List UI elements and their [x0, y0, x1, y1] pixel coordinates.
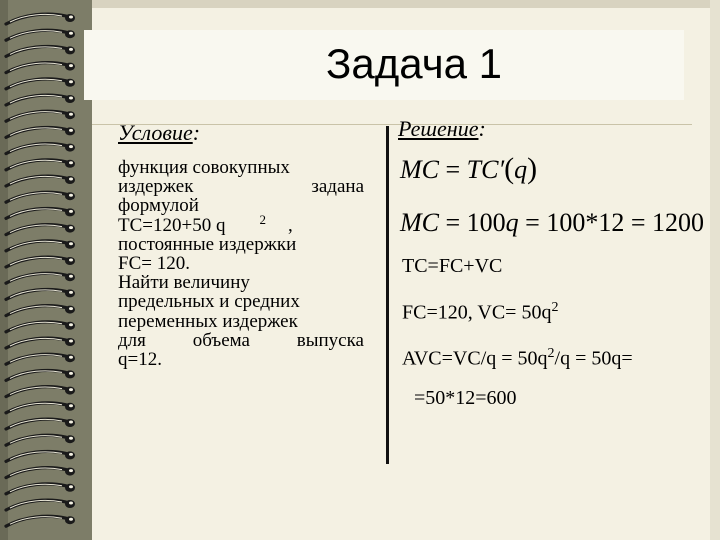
spiral-ring-icon — [6, 192, 75, 202]
formula-var: q — [505, 208, 519, 237]
divider-vertical — [386, 126, 389, 464]
solution-line-tc: TC=FC+VC — [402, 255, 503, 277]
spiral-ring-icon — [6, 484, 75, 494]
formula-mc-value — [400, 208, 704, 238]
condition-word: для — [118, 329, 146, 351]
spiral-ring-icon — [6, 225, 75, 235]
tc-exponent: 2 — [259, 211, 266, 227]
solution-heading — [398, 116, 486, 142]
condition-word: издержек — [118, 176, 194, 198]
solution-exponent: 2 — [547, 346, 555, 361]
spiral-ring-icon — [6, 338, 75, 348]
condition-heading-colon: : — [192, 120, 201, 145]
formula-term: 100 — [466, 208, 506, 237]
spiral-ring-icon — [6, 241, 75, 251]
solution-line-avc — [402, 342, 633, 371]
formula-fn: TC′ — [466, 155, 505, 184]
spiral-ring-icon — [6, 468, 75, 478]
spiral-ring-icon — [6, 63, 75, 73]
spiral-ring-icon — [6, 516, 75, 526]
formula-var: q — [514, 155, 528, 184]
condition-line — [118, 177, 364, 196]
condition-line: q=12. — [118, 348, 162, 370]
formula-eq: = — [439, 208, 467, 237]
condition-heading-text: Условие — [118, 120, 193, 145]
spiral-ring-icon — [6, 46, 75, 56]
formula-lhs: MC — [400, 155, 439, 184]
spiral-ring-icon — [6, 306, 75, 316]
solution-line-result: =50*12=600 — [414, 387, 517, 409]
solution-text: AVC=VC/q = 50q — [402, 347, 548, 370]
spiral-ring-icon — [6, 419, 75, 429]
condition-line: формулой — [118, 195, 199, 217]
condition-heading — [118, 120, 200, 146]
formula-paren-open: ( — [504, 152, 515, 185]
frame-top — [0, 0, 720, 8]
spiral-ring-icon — [6, 273, 75, 283]
spiral-binding-icon — [0, 0, 92, 540]
formula-rest: = 100*12 = 1200 — [518, 208, 704, 237]
solution-exponent: 2 — [551, 300, 559, 315]
spiral-ring-icon — [6, 95, 75, 105]
condition-line — [118, 331, 364, 350]
spiral-ring-icon — [6, 127, 75, 137]
condition-line: постоянные издержки — [118, 233, 297, 255]
solution-heading-text: Решение — [398, 116, 479, 141]
condition-word: объема — [192, 329, 250, 351]
spiral-ring-icon — [6, 144, 75, 154]
spiral-ring-icon — [6, 370, 75, 380]
tc-formula: TC=120+50 q — [118, 214, 226, 236]
spiral-ring-icon — [6, 208, 75, 218]
solution-text: /q = 50q= — [554, 347, 633, 370]
condition-word: выпуска — [296, 329, 364, 351]
spiral-ring-icon — [6, 322, 75, 332]
spiral-ring-icon — [6, 14, 75, 24]
spiral-ring-icon — [6, 257, 75, 267]
spiral-ring-icon — [6, 354, 75, 364]
slide-title: Задача 1 — [326, 40, 502, 87]
spiral-ring-icon — [6, 403, 75, 413]
formula-lhs: MC — [400, 208, 439, 237]
condition-text — [118, 158, 364, 369]
condition-line: FC= 120. — [118, 252, 190, 274]
spiral-ring-icon — [6, 79, 75, 89]
condition-line — [118, 211, 364, 236]
formula-paren-close: ) — [527, 152, 538, 185]
solution-heading-colon: : — [478, 116, 486, 141]
spiral-ring-icon — [6, 387, 75, 397]
spiral-ring-icon — [6, 176, 75, 186]
solution-text: FC=120, VC= 50q — [402, 301, 552, 324]
spiral-ring-icon — [6, 160, 75, 170]
solution-line-fc-vc — [402, 296, 558, 325]
formula-eq: = — [439, 155, 467, 184]
condition-line: функция совокупных — [118, 157, 290, 178]
formula-mc-derivative — [400, 154, 537, 185]
spiral-ring-icon — [6, 289, 75, 299]
frame-right — [710, 0, 720, 540]
spiral-ring-icon — [6, 435, 75, 445]
tc-comma: , — [287, 214, 293, 236]
condition-word: задана — [311, 176, 364, 198]
condition-line: Найти величину — [118, 272, 250, 294]
condition-line: предельных и средних — [118, 291, 300, 313]
condition-line: переменных издержек — [118, 310, 298, 332]
spiral-ring-icon — [6, 30, 75, 40]
spiral-ring-icon — [6, 451, 75, 461]
spiral-ring-icon — [6, 111, 75, 121]
spiral-ring-icon — [6, 500, 75, 510]
